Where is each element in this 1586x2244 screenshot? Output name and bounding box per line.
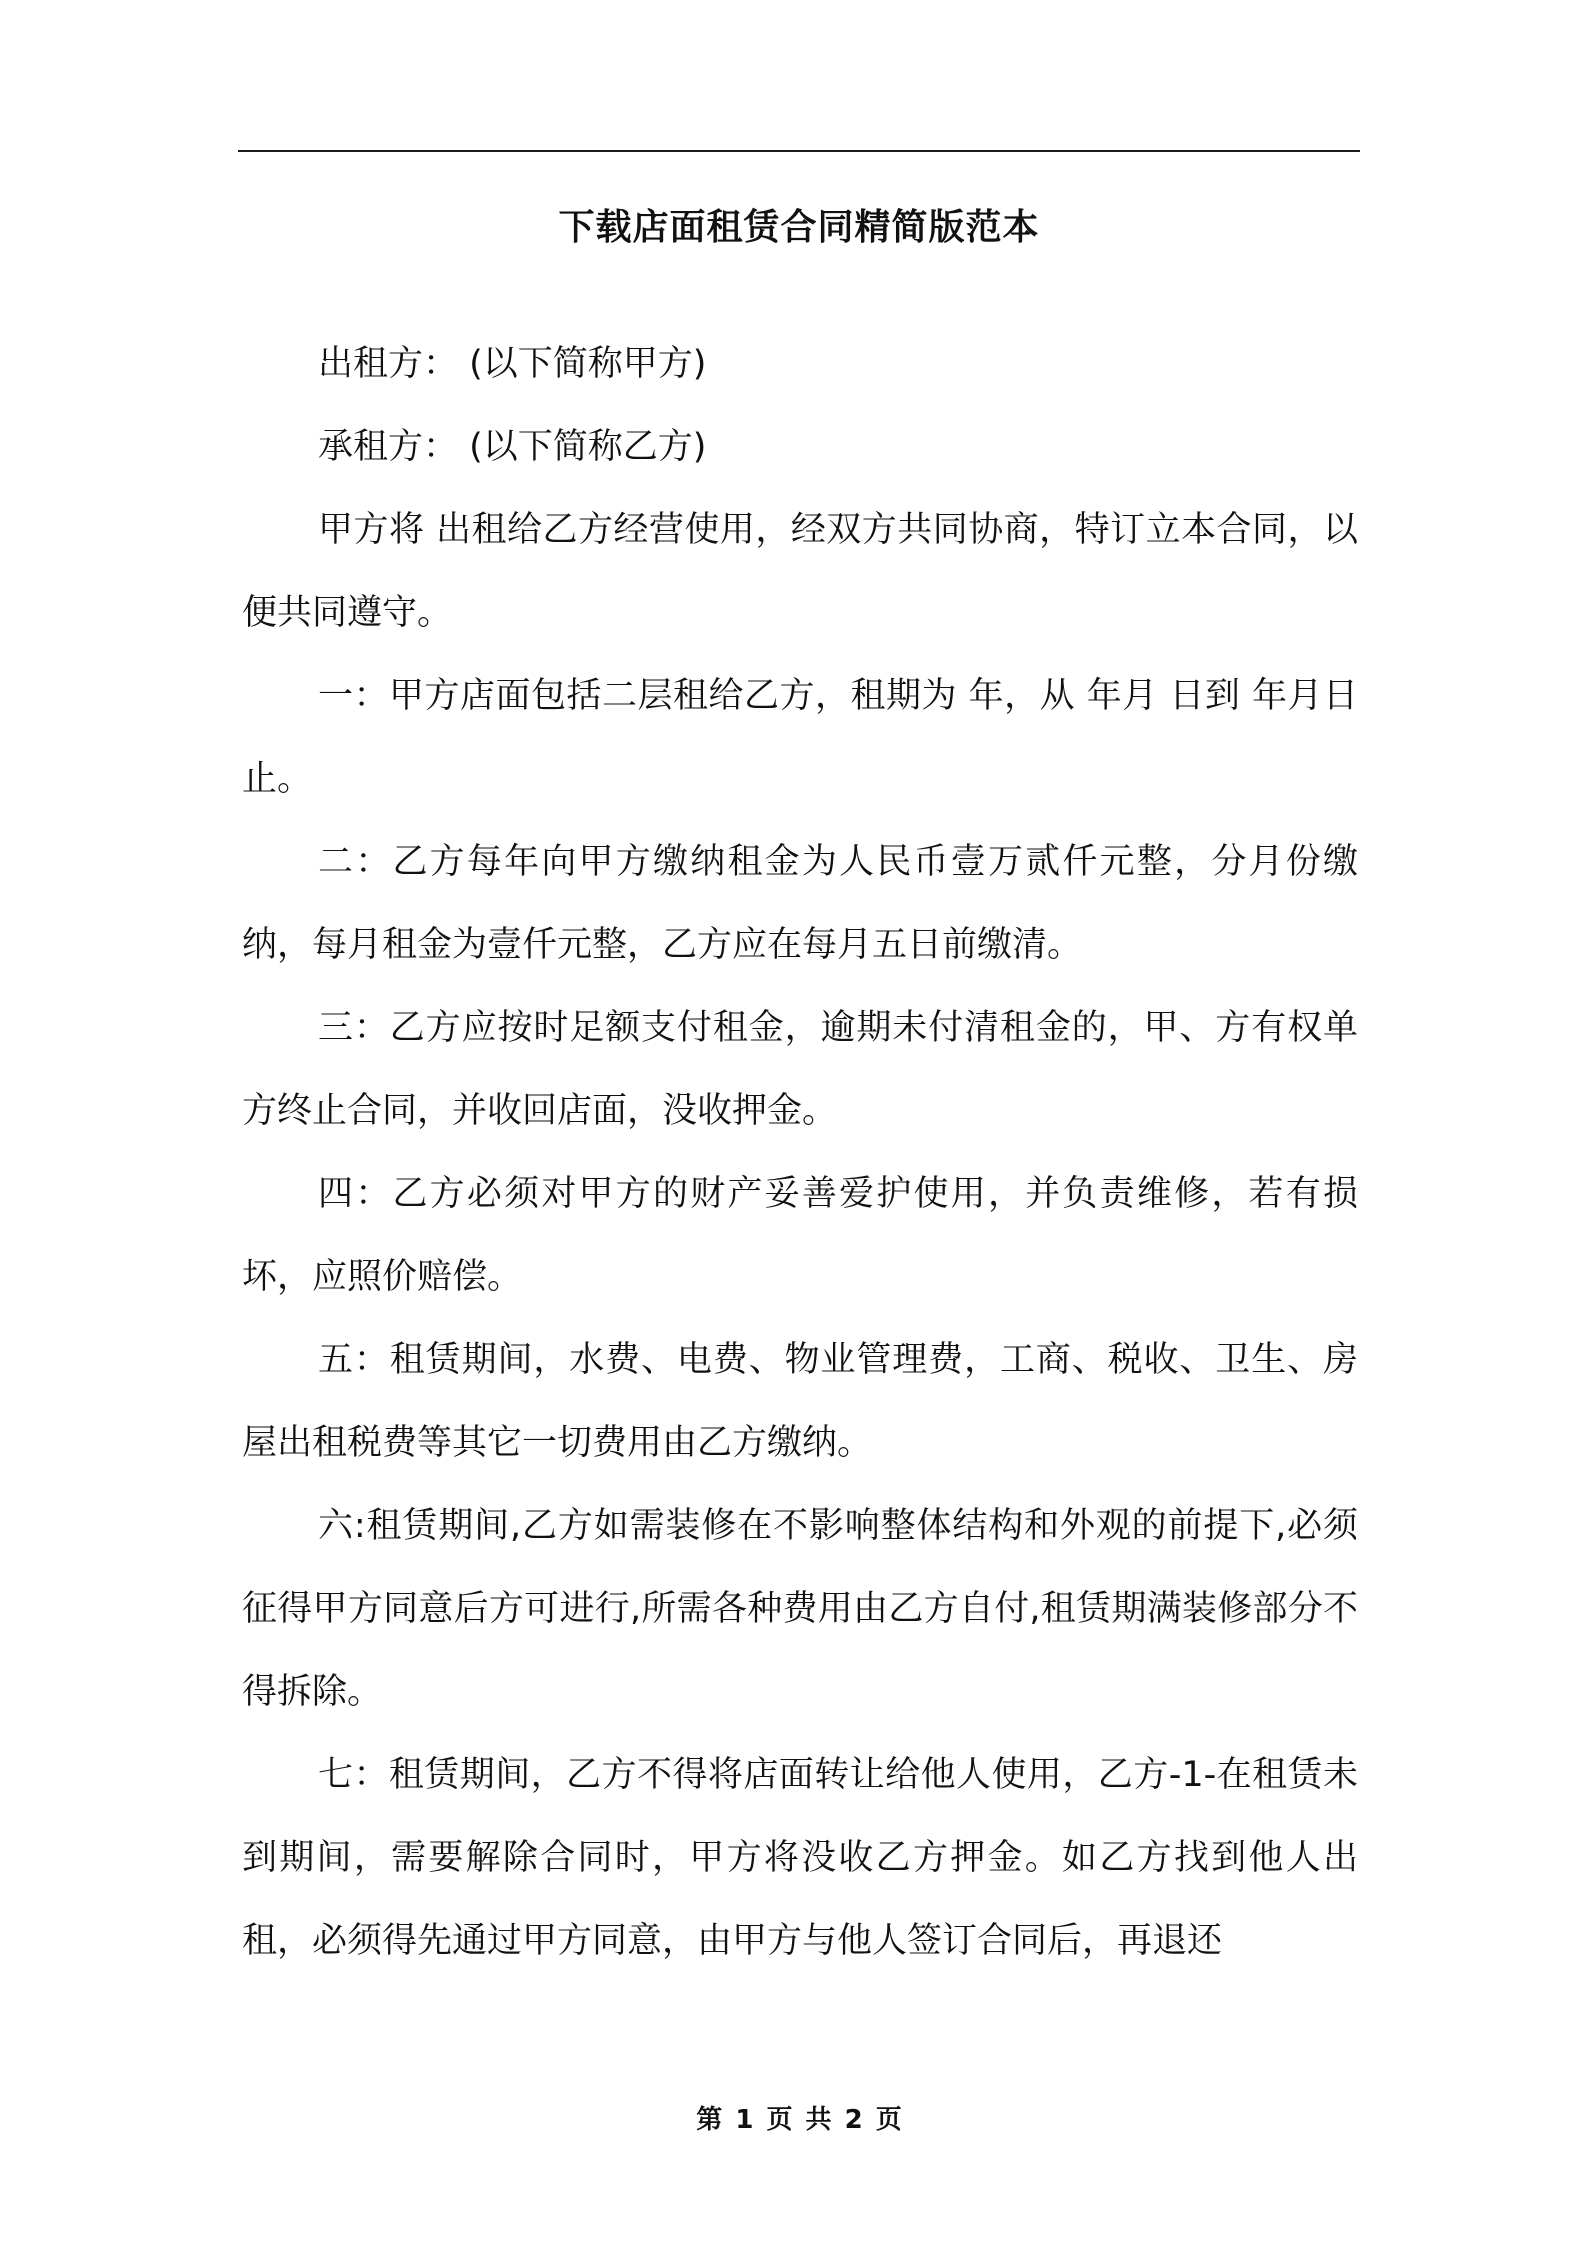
paragraph-clause-3: 三：乙方应按时足额支付租金，逾期未付清租金的，甲、方有权单方终止合同，并收回店面，没收押金。 [242, 1008, 1358, 1131]
paragraph-clause-2: 二：乙方每年向甲方缴纳租金为人民币壹万贰仟元整，分月份缴纳，每月租金为壹仟元整，乙方应在每月五日前缴清。 [242, 842, 1358, 965]
paragraph-clause-5: 五：租赁期间，水费、电费、物业管理费，工商、税收、卫生、房屋出租税费等其它一切费用由乙方缴纳。 [242, 1340, 1358, 1463]
document-body [242, 323, 1358, 1983]
page-number-footer: 第 1 页 共 2 页 [696, 2105, 902, 2135]
paragraph-clause-1: 一：甲方店面包括二层租给乙方，租期为 年，从 年月 日到 年月日止。 [242, 676, 1358, 799]
paragraph-lessor: 出租方： (以下简称甲方) [318, 344, 707, 384]
header-rule [238, 150, 1360, 152]
paragraph-clause-6: 六:租赁期间,乙方如需装修在不影响整体结构和外观的前提下,必须征得甲方同意后方可进行,所需各种费用由乙方自付,租赁期满装修部分不得拆除。 [242, 1506, 1358, 1712]
paragraph-clause-7: 七：租赁期间，乙方不得将店面转让给他人使用，乙方-1-在租赁未到期间，需要解除合同时，甲方将没收乙方押金。如乙方找到他人出租，必须得先通过甲方同意，由甲方与他人签订合同后，再退还 [242, 1755, 1358, 1961]
paragraph-clause-4: 四：乙方必须对甲方的财产妥善爱护使用，并负责维修，若有损坏，应照价赔偿。 [242, 1174, 1358, 1297]
document-title: 下载店面租赁合同精简版范本 [558, 207, 1040, 248]
paragraph-preamble: 甲方将 出租给乙方经营使用，经双方共同协商，特订立本合同，以便共同遵守。 [242, 510, 1358, 633]
paragraph-lessee: 承租方： (以下简称乙方) [318, 427, 707, 467]
